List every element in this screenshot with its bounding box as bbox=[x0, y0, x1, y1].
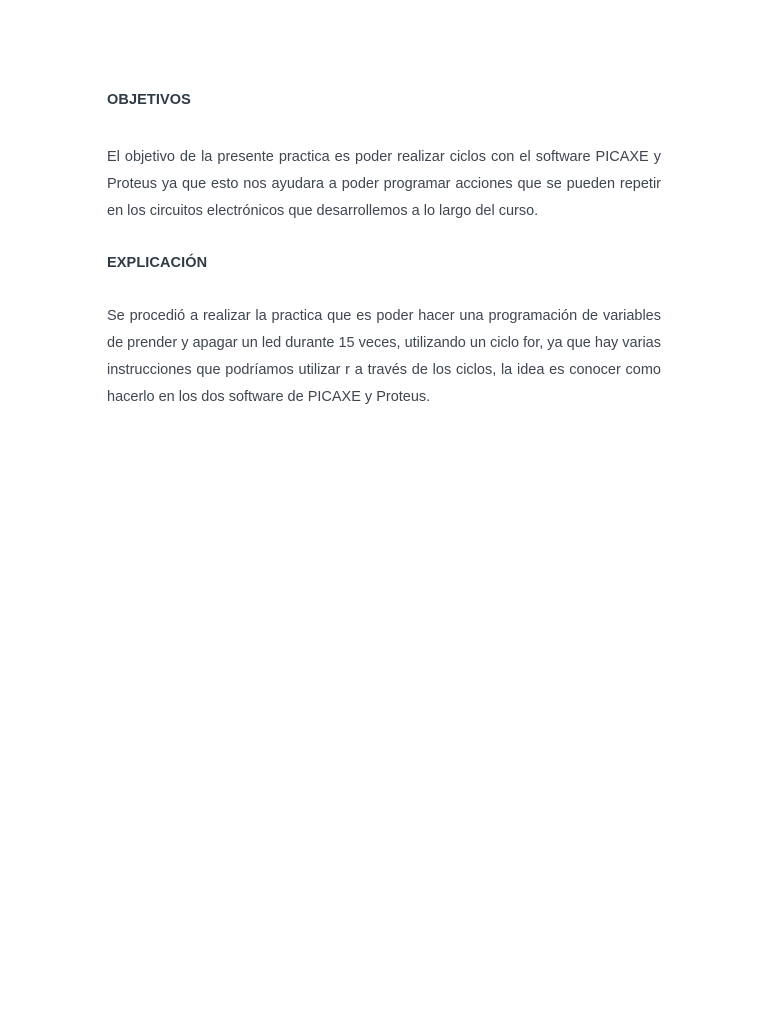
section-paragraph-explicacion: Se procedió a realizar la practica que es poder hacer una programación de variables de prender y apagar un led durante 15 veces, utilizando un ciclo for, ya que hay varias instrucciones que podríamos utilizar r a través de los ciclos, la idea es conocer como hacerlo en los dos software de PICAXE y Proteus. bbox=[107, 308, 661, 405]
document-page bbox=[107, 88, 661, 411]
section-heading-objetivos: OBJETIVOS bbox=[107, 92, 191, 108]
section-heading-explicacion: EXPLICACIÓN bbox=[107, 255, 208, 272]
section-paragraph-objetivos: El objetivo de la presente practica es poder realizar ciclos con el software PICAXE y Proteus ya que esto nos ayudara a poder programar acciones que se pueden repetir en los circuitos electrónicos que desarrollemos a lo largo del curso. bbox=[107, 149, 661, 219]
